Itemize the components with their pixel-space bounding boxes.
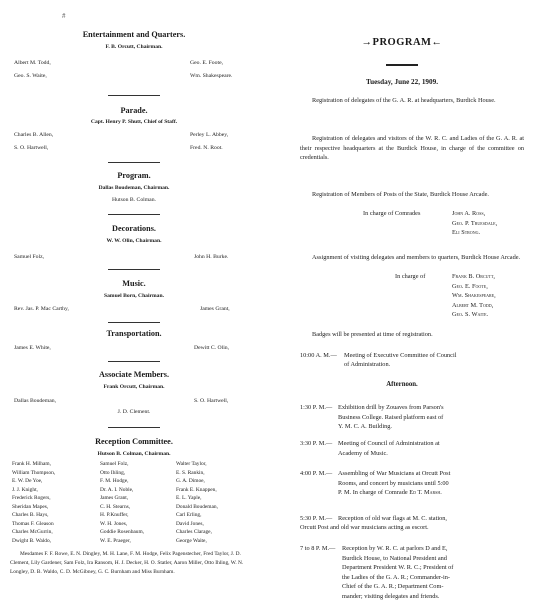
list-item: John A. Ross, (452, 210, 486, 217)
associate-member: Dallas Boudeman, (14, 398, 57, 404)
event-text: of Administration. (344, 361, 391, 368)
list-item: Thomas F. Gleason (12, 520, 54, 527)
parade-member: Perley L. Abbey, (190, 132, 229, 138)
divider (108, 214, 160, 215)
comrades-list (452, 209, 497, 238)
reception-chair: Hutson B. Colman, Chairman. (97, 451, 171, 457)
event-text: Orcutt Post and old war musicians acting as escort. (300, 524, 429, 531)
reception-column-3 (176, 460, 218, 545)
list-item: E. W. De Yoe, (12, 478, 43, 484)
music-member: James Grant, (200, 306, 230, 312)
divider (108, 95, 160, 96)
event-text: Reception by W. R. C. at parlors D and E, Burdick House, to National President and Department President W. R. C.; President of the Ladies of the G. A. R.; Commander-in- Chief of the G. A. R.; Department Com- mander; visiting delegates and friends. (342, 545, 454, 600)
transportation-heading: Transportation. (106, 329, 162, 338)
transportation-member: James E. White, (14, 345, 51, 351)
list-item: Wm. Shakespeare, (452, 292, 496, 300)
marsh-name: Ed T. Marsh. (409, 489, 442, 497)
list-item: Goddie Rosenbaum, (100, 529, 145, 535)
divider (386, 64, 418, 66)
associate-member: J. D. Clement. (117, 409, 151, 415)
ornament-left-icon: → (361, 37, 373, 48)
right-page (268, 0, 536, 609)
list-item: David Jones, (176, 520, 204, 527)
list-item: Samuel Folz, (100, 461, 129, 467)
list-item: William Thompson, (12, 469, 56, 476)
list-item: E. L. Yaple, (176, 495, 202, 501)
entertainment-chair: F. B. Orcutt, Chairman. (105, 44, 163, 50)
music-member: Rev. Jas. P. Mac Carthy, (14, 306, 69, 312)
list-item: F. M. Hodge, (100, 478, 129, 484)
list-item: Charles Clarage, (176, 529, 212, 535)
list-item: Sheridan Mapes, (12, 503, 49, 510)
event-time: 7 to 8 P. M.— (300, 545, 336, 552)
decorations-chair: W. W. Olin, Chairman. (106, 238, 162, 244)
divider (108, 427, 160, 428)
decorations-member: Samuel Folz, (14, 254, 45, 260)
list-item: Otto Ihling, (100, 469, 126, 476)
divider (108, 162, 160, 163)
list-item: Charles B. Hays, (12, 512, 49, 518)
list-item: H. P.Knuffer, (100, 512, 129, 518)
registration-gar: Registration of delegates of the G. A. R. at headquarters, Burdick House. (312, 97, 496, 104)
reception-column-2 (100, 460, 144, 545)
list-item: Frank H. Milham, (12, 461, 51, 467)
music-chair: Samuel Born, Chairman. (104, 293, 164, 299)
divider (108, 361, 160, 362)
parade-heading: Parade. (120, 106, 148, 115)
decorations-heading: Decorations. (112, 224, 156, 233)
event-text: Meeting of Council of Administration at Academy of Music. (338, 440, 440, 457)
entertainment-member: Wm. Shakespeare. (190, 73, 233, 79)
list-item: Eli Strong. (452, 229, 481, 237)
transportation-member: Dewitt C. Olin, (194, 345, 230, 351)
event-text: Assembling of War Musicians at Orcutt Post Rooms, and concert by musicians until 5:00 P. M. In charge of Comrade Ed T. Marsh. (338, 470, 451, 497)
list-item: Walter Taylor, (176, 461, 207, 467)
list-item: E. S. Rankin, (176, 469, 205, 476)
program-title: →PROGRAM← (361, 37, 443, 48)
entertainment-member: Geo. S. Waite, (14, 73, 47, 79)
event-time: 10:00 A. M.— (300, 352, 337, 359)
parade-member: Charles B. Allen, (14, 132, 54, 138)
list-item: George Waite, (176, 537, 207, 544)
event-time: 1:30 P. M.— (300, 404, 333, 411)
list-item: G. A. Dimoe, (176, 478, 205, 484)
list-item: James Grant, (100, 495, 129, 501)
associate-heading: Associate Members. (98, 370, 170, 379)
list-item: Geo. S. Waite. (452, 311, 489, 319)
program-date: Tuesday, June 22, 1909. (365, 78, 439, 86)
reception-column-1 (12, 460, 55, 545)
divider (108, 269, 160, 270)
list-item: Carl Erling, (176, 512, 202, 518)
associate-chair: Frank Orcutt, Chairman. (103, 384, 165, 390)
event-time: 5:30 P. M.— (300, 515, 333, 522)
list-item: J. J. Knight, (12, 486, 38, 493)
decorations-member: John H. Burke. (194, 254, 229, 260)
list-item: Frank B. Orcutt, (452, 273, 495, 280)
list-item: Albert M. Todd, (452, 301, 494, 309)
associate-member: S. O. Hartwell, (194, 398, 229, 404)
program-member: Hutson B. Colman. (112, 197, 156, 203)
afternoon-heading: Afternoon. (386, 381, 418, 388)
assignment-paragraph: Assignment of visiting delegates and members to quarters, Burdick House Arcade. (312, 254, 521, 261)
event-time: 3:30 P. M.— (300, 440, 333, 447)
program-heading: Program. (117, 171, 151, 180)
program-chair: Dallas Boudeman, Chairman. (98, 185, 170, 191)
music-heading: Music. (122, 279, 146, 288)
divider (108, 322, 160, 323)
registration-wrc: Registration of delegates and visitors of the W. R. C. and Ladies of the G. A. R. at their respective headquarters at the Burdick House, in charge of the committee on credentials. (300, 135, 524, 162)
list-item: W. E. Praeger, (100, 537, 131, 544)
entertainment-member: Albert M. Todd, (14, 60, 51, 66)
event-text: Exhibition drill by Zouaves from Parson's Business College. Raised platform east of Y. M. C. A. Building. (338, 404, 444, 431)
event-time: 4:00 P. M.— (300, 470, 333, 477)
list-item: C. H. Stearns, (100, 503, 131, 510)
list-item: Dwight B. Waldo, (12, 537, 51, 544)
event-text: Reception of old war flags at M. C. station, (338, 515, 447, 522)
list-item: Geo. E. Foote, (452, 282, 488, 290)
list-item: Charles McGurrin, (12, 529, 53, 535)
entertainment-heading: Entertainment and Quarters. (82, 30, 186, 39)
parade-member: Fred. N. Root. (190, 145, 223, 151)
list-item: Geo. P. Truesdale, (452, 219, 498, 227)
list-item: Donald Boudeman, (176, 503, 218, 510)
badges-note: Badges will be presented at time of registration. (312, 331, 433, 338)
list-item: Frank E. Knappen, (176, 486, 217, 493)
assignment-list (452, 272, 496, 320)
page-mark: # (62, 12, 66, 20)
reception-heading: Reception Committee. (95, 437, 173, 446)
charge-label: In charge of Comrades (363, 210, 421, 217)
event-text: Meeting of Executive Committee of Council (344, 352, 457, 359)
entertainment-member: Geo. E. Foote, (190, 60, 224, 66)
parade-chair: Capt. Henry P. Shutt, Chief of Staff. (90, 119, 178, 125)
list-item: Dr. A. I. Noble, (100, 486, 134, 493)
mesdames-paragraph: Mesdames F. F. Rowe, E. N. Dingley, M. H. Lane, F. M. Hodge, Felix Pagenstecher, Fred Taylor, J. D. Clement, Lily Gardener, Sam Folz, Ira Ransom, H. J. Decker, H. O. Statler, Aaron Miller, Otto Ihling, W. N. Longley, D. B. Waldo, C. D. McGibney, G. C. Burnham and Miss Burnham. (10, 551, 244, 575)
ornament-right-icon: ← (431, 37, 443, 48)
list-item: Frederick Rogers, (12, 495, 51, 501)
registration-posts: Registration of Members of Posts of the State, Burdick House Arcade. (312, 191, 489, 198)
charge-label: In charge of (395, 273, 426, 280)
list-item: W. H. Jones, (100, 520, 128, 527)
parade-member: S. O. Hartwell, (14, 145, 49, 151)
